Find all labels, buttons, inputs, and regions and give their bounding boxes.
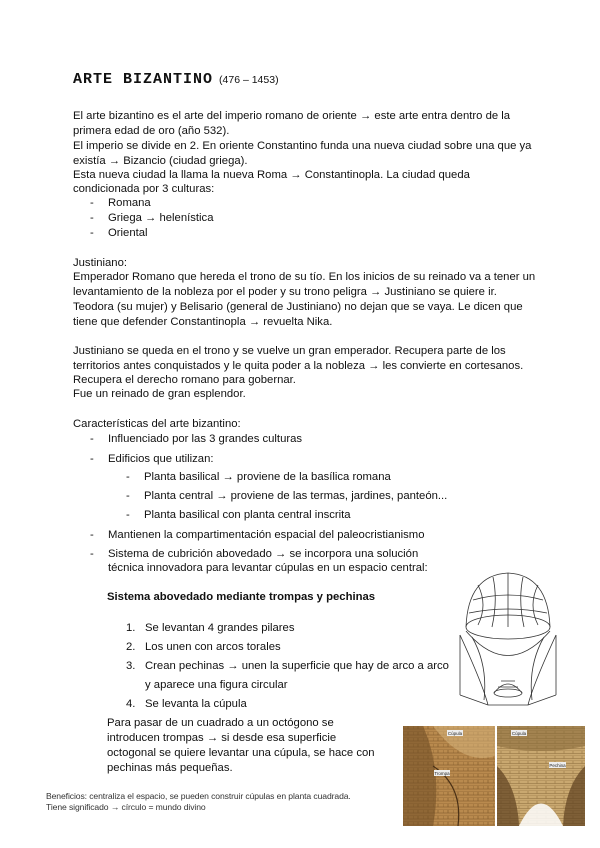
justinian-heading: Justiniano:	[73, 257, 128, 269]
vault-step: 4. Se levanta la cúpula	[126, 698, 247, 710]
culture-item: - Griega → helenística	[90, 212, 214, 224]
page-title	[73, 71, 279, 88]
title-main: ARTE BIZANTINO	[73, 71, 214, 88]
characteristic-item: - Mantienen la compartimentación espacial del paleocristianismo	[90, 529, 425, 541]
photo-label-pechina: Pechina	[549, 763, 566, 768]
trompas-line: introducen trompas → si desde esa superficie	[107, 732, 337, 744]
intro-line: El arte bizantino es el arte del imperio romano de oriente → este arte entra dentro de la	[73, 110, 511, 122]
characteristic-item: - Sistema de cubrición abovedado → se incorpora una solución	[90, 548, 419, 560]
culture-item: - Romana	[90, 197, 151, 209]
justinian-line: levantamiento de la nobleza por el poder y su trono peligra → Justiniano se quiere ir.	[73, 286, 497, 298]
justinian-line: Emperador Romano que hereda el trono de su tío. En los inicios de su reinado va a tener un	[73, 271, 536, 283]
building-item: - Planta basilical → proviene de la basílica romana	[126, 471, 391, 483]
photo-label-dome-2: Cúpula	[511, 731, 527, 736]
photo-label-trompa: Trompa	[434, 771, 450, 776]
vault-system-heading: Sistema abovedado mediante trompas y pechinas	[107, 591, 376, 603]
title-dates: (476 – 1453)	[219, 74, 279, 86]
justinian-line: Fue un reinado de gran esplendor.	[73, 388, 246, 400]
intro-line: Esta nueva ciudad la llama la nueva Roma → Constantinopla. La ciudad queda	[73, 169, 470, 181]
culture-item: - Oriental	[90, 227, 148, 239]
characteristic-item-cont: técnica innovadora para levantar cúpulas en un espacio central:	[108, 562, 428, 574]
justinian-line: Justiniano se queda en el trono y se vuelve un gran emperador. Recupera parte de los	[73, 345, 506, 357]
trompa-photo	[403, 726, 495, 826]
vault-step: 3. Crean pechinas → unen la superficie que hay de arco a arco	[126, 660, 449, 672]
trompas-line: pechinas más pequeñas.	[107, 762, 233, 774]
building-item: - Planta central → proviene de las termas, jardines, panteón...	[126, 490, 448, 502]
intro-line: El imperio se divide en 2. En oriente Constantino funda una nueva ciudad sobre una que ya	[73, 140, 532, 152]
characteristic-item: - Edificios que utilizan:	[90, 453, 214, 465]
intro-line: condicionada por 3 culturas:	[73, 183, 215, 195]
pechina-photo	[497, 726, 585, 826]
justinian-line: territorios antes conquistados y le quita poder a la nobleza → les convierte en cortesanos.	[73, 360, 524, 372]
justinian-line: Recupera el derecho romano para gobernar.	[73, 374, 296, 386]
justinian-line: tiene que defender Constantinopla → revuelta Nika.	[73, 316, 333, 328]
trompas-line: octogonal se quiere levantar una cúpula, se hace con	[107, 747, 375, 759]
vault-step: 2. Los unen con arcos torales	[126, 641, 281, 653]
vault-step: 1. Se levantan 4 grandes pilares	[126, 622, 295, 634]
footnote-line: Tiene significado → círculo = mundo divino	[46, 802, 206, 812]
photo-label-dome: Cúpula	[447, 731, 463, 736]
intro-line: existía → Bizancio (ciudad griega).	[73, 155, 248, 167]
characteristic-item: - Influenciado por las 3 grandes culturas	[90, 433, 303, 445]
justinian-line: Teodora (su mujer) y Belisario (general de Justiniano) no dejan que se vaya. Le dicen que	[73, 301, 523, 313]
intro-line: primera edad de oro (año 532).	[73, 125, 230, 137]
trompas-line: Para pasar de un cuadrado a un octógono se	[107, 717, 334, 729]
footnote-line: Beneficios: centraliza el espacio, se pueden construir cúpulas en planta cuadrada.	[46, 791, 351, 801]
pendentive-diagram	[448, 565, 568, 715]
building-item: - Planta basilical con planta central inscrita	[126, 509, 351, 521]
vault-step: y aparece una figura circular	[145, 679, 288, 691]
characteristics-heading: Características del arte bizantino:	[73, 418, 241, 430]
